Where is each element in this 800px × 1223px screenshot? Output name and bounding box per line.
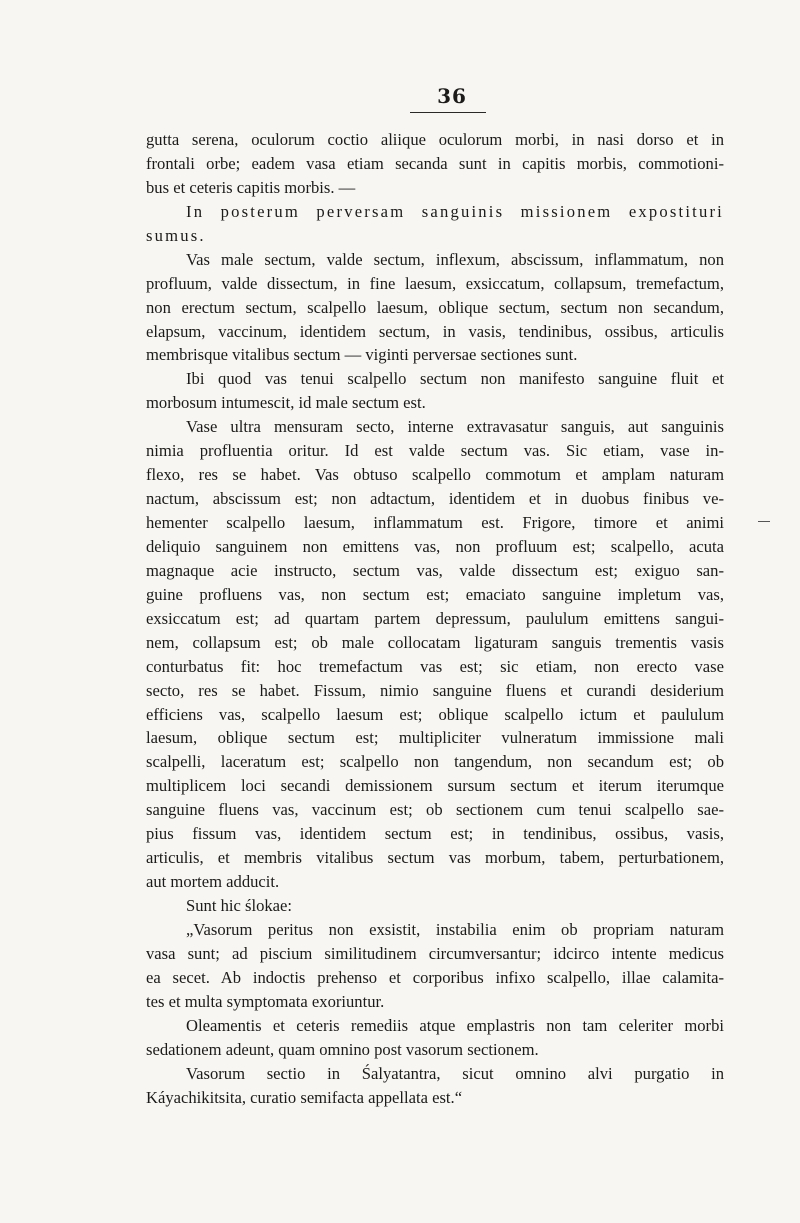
text-line: pius fissum vas, identidem sectum est; in tendinibus, ossibus, vasis, — [146, 824, 724, 844]
text-line: membrisque vitalibus sectum — viginti perversae sectiones sunt. — [146, 345, 578, 365]
text-line: Vas male sectum, valde sectum, inflexum, abscissum, inflammatum, non — [186, 249, 724, 269]
text-line: morbosum intumescit, id male sectum est. — [146, 393, 426, 413]
text-line: multiplicem loci secandi demissionem sursum sectum et iterum iterumque — [146, 776, 724, 796]
page-number: 36 — [437, 84, 467, 108]
text-line: frontali orbe; eadem vasa etiam secanda sunt in capitis morbis, commotioni- — [146, 153, 724, 173]
quote-line: Káyachikitsita, curatio semifacta appellata est.“ — [146, 1087, 463, 1107]
quote-line: Oleamentis et ceteris remediis atque emplastris non tam celeriter morbi — [186, 1015, 724, 1035]
body-text — [146, 128, 724, 1109]
text-line: Vase ultra mensuram secto, interne extravasatur sanguis, aut sanguinis — [186, 417, 724, 437]
section-heading-line: In posterum perversam sanguinis missionem expostituri — [186, 201, 724, 221]
text-line: flexo, res se habet. Vas obtuso scalpello commotum et amplam naturam — [146, 465, 724, 485]
text-line: aut mortem adducit. — [146, 872, 280, 892]
quote-line: sedationem adeunt, quam omnino post vasorum sectionem. — [146, 1039, 539, 1059]
text-line: profluum, valde dissectum, in fine laesum, exsiccatum, collapsum, tremefactum, — [146, 273, 724, 293]
text-line: gutta serena, oculorum coctio aliique oculorum morbi, in nasi dorso et in — [146, 130, 724, 149]
text-line: secto, res se habet. Fissum, nimio sanguine fluens et curandi desiderium — [146, 680, 724, 700]
text-line: deliquio sanguinem non emittens vas, non profluum est; scalpello, acuta — [146, 536, 724, 556]
text-line: scalpelli, laceratum est; scalpello non tangendum, non secandum est; ob — [146, 752, 724, 772]
quote-line: vasa sunt; ad piscium similitudinem circumversantur; idcirco intente medicus — [146, 943, 724, 963]
text-line: nem, collapsum est; ob male collocatam ligaturam sanguis trementis vasis — [146, 632, 724, 652]
text-line: non erectum sectum, scalpello laesum, oblique sectum, sectum non secandum, — [146, 297, 724, 317]
text-line: conturbatus fit: hoc tremefactum vas est; sic etiam, non erecto vase — [146, 656, 724, 676]
text-line: elapsum, vaccinum, identidem sectum, in vasis, tendinibus, ossibus, articulis — [146, 321, 724, 341]
text-line: laesum, oblique sectum est; multipliciter vulneratum immissione mali — [146, 728, 724, 748]
text-line: nimia profluentia oritur. Id est valde sectum vas. Sic etiam, vase in- — [146, 441, 724, 461]
section-heading-line: sumus. — [146, 225, 206, 245]
text-line: bus et ceteris capitis morbis. — — [146, 177, 356, 197]
text-line: sanguine fluens vas, vaccinum est; ob sectionem cum tenui scalpello sae- — [146, 800, 724, 820]
quote-line: ea secet. Ab indoctis prehenso et corporibus infixo scalpello, illae calamita- — [146, 967, 724, 987]
text-line: efficiens vas, scalpello laesum est; oblique scalpello ictum et paululum — [146, 704, 724, 724]
text-line: Ibi quod vas tenui scalpello sectum non manifesto sanguine fluit et — [186, 369, 724, 389]
quote-line: tes et multa symptomata exoriuntur. — [146, 991, 385, 1011]
text-line: articulis, et membris vitalibus sectum vas morbum, tabem, perturbationem, — [146, 848, 724, 868]
text-line: guine profluens vas, non sectum est; emaciato sanguine impletum vas, — [146, 584, 724, 604]
text-line: magnaque acie instructo, sectum vas, valde dissectum est; exiguo san- — [146, 560, 724, 580]
text-line: nactum, abscissum est; non adtactum, identidem et in duobus finibus ve- — [146, 489, 724, 509]
text-line: hementer scalpello laesum, inflammatum est. Frigore, timore et animi — [146, 513, 724, 532]
quote-line: Vasorum sectio in Śalyatantra, sicut omnino alvi purgatio in — [186, 1063, 724, 1083]
margin-mark — [758, 521, 770, 522]
page-number-rule — [410, 112, 486, 113]
quote-line: „Vasorum peritus non exsistit, instabilia enim ob propriam naturam — [186, 919, 724, 939]
text-line: exsiccatum est; ad quartam partem depressum, paululum emittens sangui- — [146, 608, 724, 628]
verse-intro-line: Sunt hic ślokae: — [186, 896, 293, 915]
